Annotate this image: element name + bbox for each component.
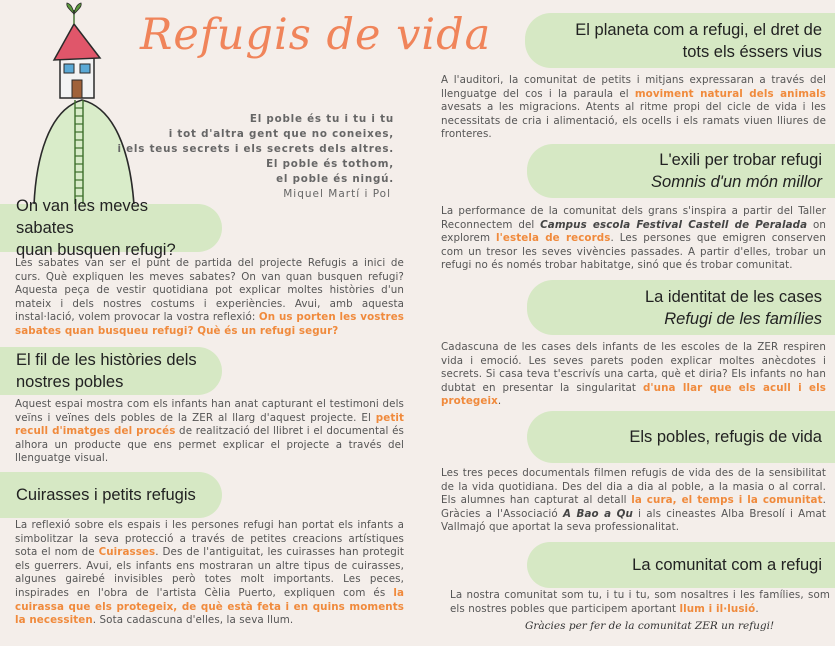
poem bbox=[117, 112, 394, 187]
section-text-comunitat: La nostra comunitat som tu, i tu i tu, som nosaltres i les famílies, som els nostres pobles que participem aportant llum i il·lusió. bbox=[450, 589, 830, 615]
section-heading-identitat: La identitat de les cases Refugi de les famílies bbox=[527, 280, 835, 335]
section-heading-comunitat: La comunitat com a refugi bbox=[527, 542, 835, 588]
section-text-exili: La performance de la comunitat dels grans s'inspira a partir del Taller Reconnectem del Campus escola Festival Castell de Peralada on explorem l'estela de records. Les persones que emigren conserven com un tresor les seves vivències passades. A partir d'elles, trobar un refugi no és només trobar habitatge, sinó que és trobar comunitat. bbox=[441, 205, 826, 272]
section-heading-planeta: El planeta com a refugi, el dret de tots els éssers vius bbox=[525, 13, 835, 68]
poem-line: i tot d'altra gent que no coneixes, bbox=[168, 128, 394, 140]
poem-line: El poble és tothom, bbox=[266, 158, 394, 170]
poem-author: Miquel Martí i Pol bbox=[283, 188, 391, 200]
poem-line: el poble és ningú. bbox=[276, 173, 394, 185]
section-heading-pobles: Els pobles, refugis de vida bbox=[527, 411, 835, 463]
section-heading-sabates: On van les meves sabates quan busquen refugi? bbox=[0, 204, 222, 252]
thanks-note: Gràcies per fer de la comunitat ZER un refugi! bbox=[525, 620, 775, 632]
section-text-sabates: Les sabates van ser el punt de partida del projecte Refugis a inici de curs. Què expliquen les meves sabates? On van quan busquen refugi? Aquesta peça de vestir quotidiana pot explicar moltes històries d'un mateix i dels nostres costums i experiències. Avui, amb aquesta instal·lació, volem provocar la vostra reflexió: On us porten les vostres sabates quan busqueu refugi? Què és un refugi segur? bbox=[15, 257, 405, 337]
main-title: Refugis de vida bbox=[140, 10, 492, 60]
poem-line: El poble és tu i tu i tu bbox=[249, 113, 394, 125]
section-text-fil: Aquest espai mostra com els infants han anat capturant el testimoni dels veïns i veïnes dels pobles de la ZER al llarg d'aquest projecte. El petit recull d'imatges del procés de realització del llibret i el documental és alhora un producte que ens permet explicar el projecte a través del llenguatge visual. bbox=[15, 398, 404, 465]
section-text-planeta: A l'auditori, la comunitat de petits i mitjans expressaran a través del llenguatge del cos i la paraula el moviment natural dels animals avesats a les migracions. Atents al ritme propi del cicle de vida i les necessitats de cria i alimentació, els ocells i els ramats viuen lliures de fronteres. bbox=[441, 74, 826, 141]
section-text-cuirasses: La reflexió sobre els espais i les persones refugi han portat els infants a simbolitzar la seva protecció a través de petites creacions artístiques sota el nom de Cuirasses. Des de l'antiguitat, les cuirasses han protegit els guerrers. Avui, els infants ens mostraran un altre tipus de cuirasses, algunes gairebé invisibles però totes molt importants. Les peces, inspirades en l'obra de l'artista Cèlia Puerto, expliquen com és la cuirassa que els protegeix, de què està feta i en quins moments la necessiten. Sota cadascuna d'elles, la seva llum. bbox=[15, 519, 405, 627]
section-text-identitat: Cadascuna de les cases dels infants de les escoles de la ZER respiren vida i emoció. Les seves parets poden explicar moltes anècdotes i secrets. Si casa teva t'escrivís una carta, què et diria? Els infants no han dubtat en presentar la singularitat d'una llar que els acull i els protegeix. bbox=[441, 341, 826, 408]
section-heading-exili: L'exili per trobar refugi Somnis d'un món millor bbox=[527, 144, 835, 198]
section-heading-fil: El fil de les històries dels nostres pobles bbox=[0, 347, 222, 395]
section-heading-cuirasses: Cuirasses i petits refugis bbox=[0, 472, 222, 518]
poem-line: i els teus secrets i els secrets dels altres. bbox=[117, 143, 394, 155]
section-text-pobles: Les tres peces documentals filmen refugis de vida des de la sensibilitat de la vida quotidiana. Des del dia a dia al poble, a la masia o al corral. Els alumnes han capturat al detall la cura, el temps i la comunitat. Gràcies a l'Associació A Bao a Qu i als cineastes Alba Bresolí i Amat Vallmajó que aportat la seva professionalitat. bbox=[441, 467, 826, 534]
